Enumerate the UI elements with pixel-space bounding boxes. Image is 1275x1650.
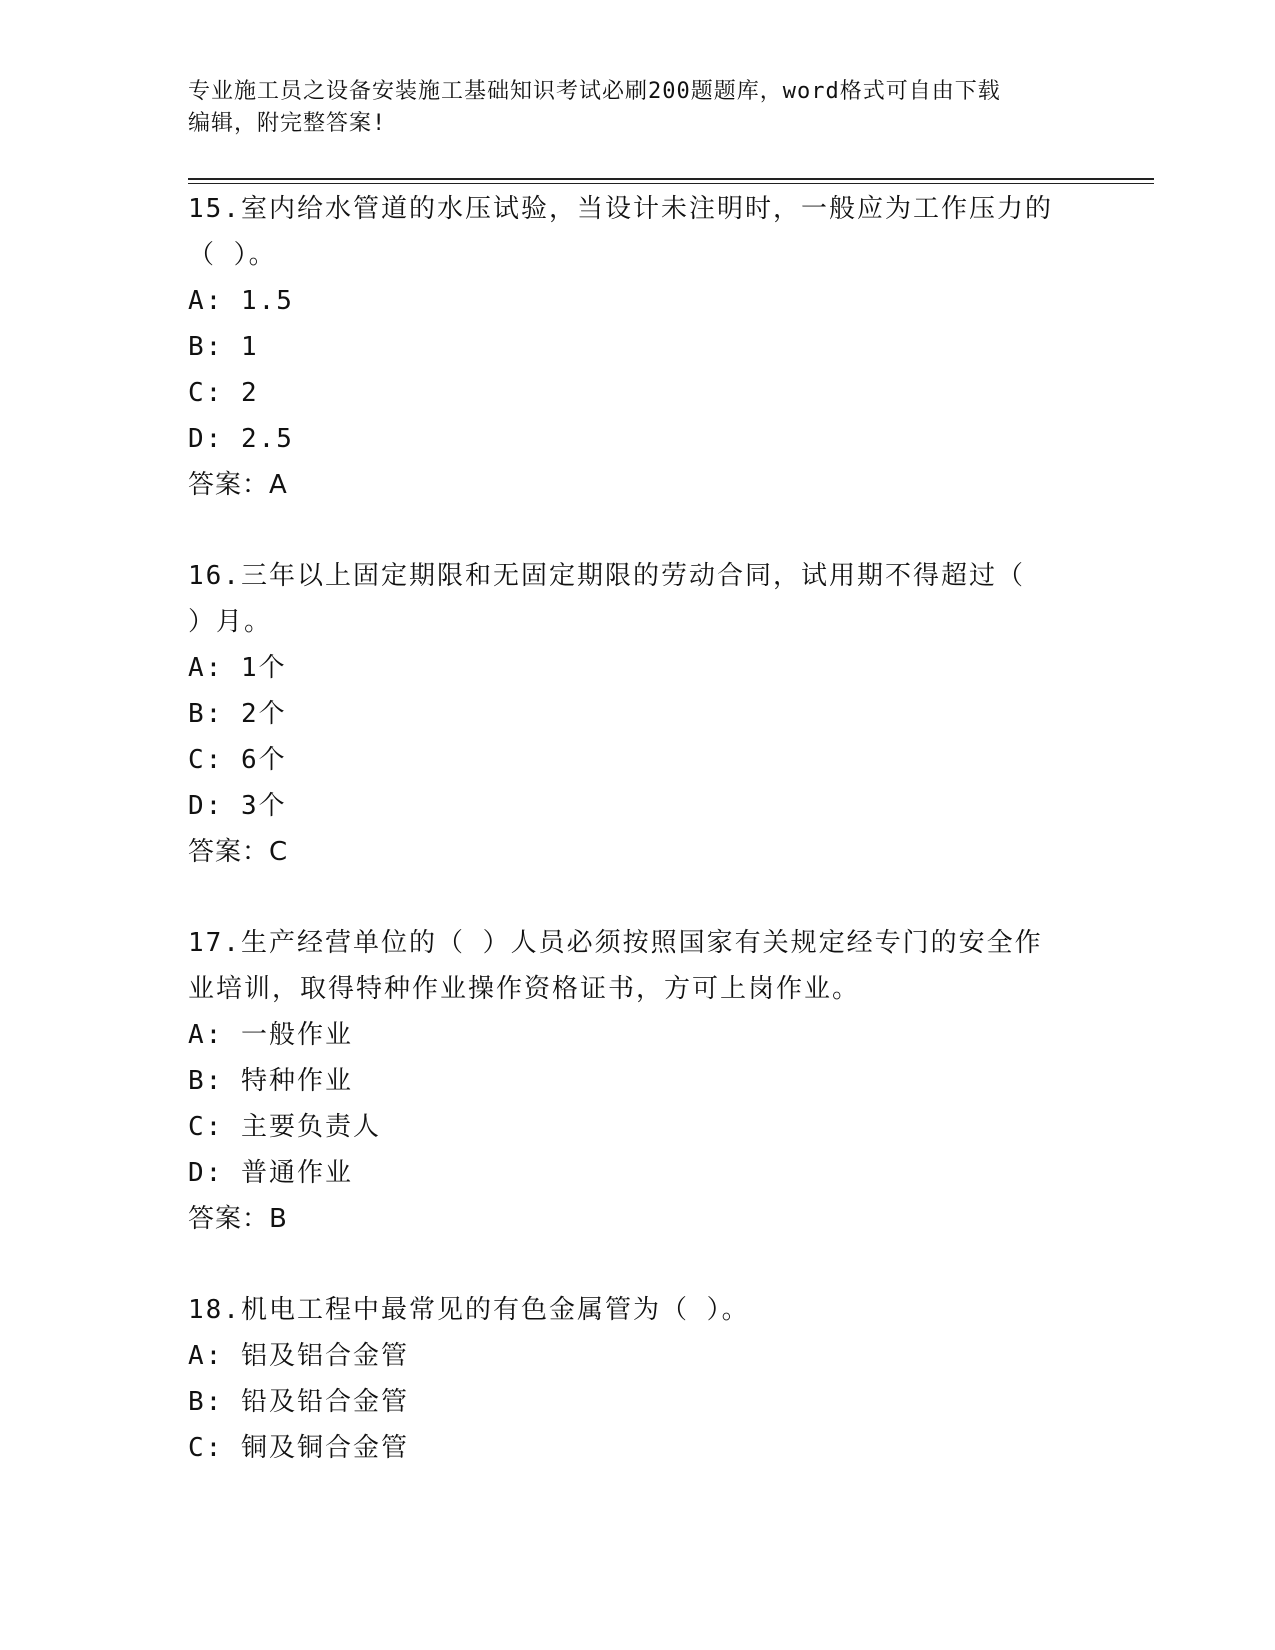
option-a: A: 1.5 <box>188 286 294 316</box>
header-line-2: 编辑，附完整答案! <box>188 111 387 136</box>
option-a: A: 1个 <box>188 653 287 683</box>
option-b: B: 铅及铅合金管 <box>188 1387 409 1417</box>
answer: 答案：C <box>188 837 289 867</box>
option-b: B: 2个 <box>188 699 287 729</box>
question-17 <box>188 920 1088 1242</box>
question-stem: 18.机电工程中最常见的有色金属管为（ ）。 <box>188 1295 750 1325</box>
option-c: C: 2 <box>188 378 259 408</box>
option-b: B: 1 <box>188 332 259 362</box>
question-15 <box>188 186 1088 508</box>
question-18 <box>188 1287 1088 1471</box>
header-divider-thin <box>188 183 1154 184</box>
answer: 答案：A <box>188 470 288 500</box>
question-stem-continued: ）月。 <box>188 607 273 637</box>
option-d: D: 普通作业 <box>188 1158 353 1188</box>
option-d: D: 3个 <box>188 791 287 821</box>
question-stem: 15.室内给水管道的水压试验，当设计未注明时，一般应为工作压力的 <box>188 194 1053 224</box>
option-d: D: 2.5 <box>188 424 294 454</box>
answer: 答案：B <box>188 1204 288 1234</box>
question-16 <box>188 553 1088 875</box>
option-a: A: 铝及铝合金管 <box>188 1341 409 1371</box>
header-line-1: 专业施工员之设备安装施工基础知识考试必刷200题题库，word格式可自由下载 <box>188 79 1001 104</box>
question-stem: 16.三年以上固定期限和无固定期限的劳动合同，试用期不得超过（ <box>188 561 1025 591</box>
question-stem-continued: 业培训，取得特种作业操作资格证书，方可上岗作业。 <box>188 974 861 1004</box>
header-divider-thick <box>188 178 1154 180</box>
option-c: C: 6个 <box>188 745 287 775</box>
option-c: C: 主要负责人 <box>188 1112 381 1142</box>
question-stem-continued: （ ）。 <box>188 240 277 270</box>
option-a: A: 一般作业 <box>188 1020 353 1050</box>
option-b: B: 特种作业 <box>188 1066 353 1096</box>
question-stem: 17.生产经营单位的（ ）人员必须按照国家有关规定经专门的安全作 <box>188 928 1043 958</box>
document-header <box>188 76 1068 140</box>
option-c: C: 铜及铜合金管 <box>188 1433 409 1463</box>
